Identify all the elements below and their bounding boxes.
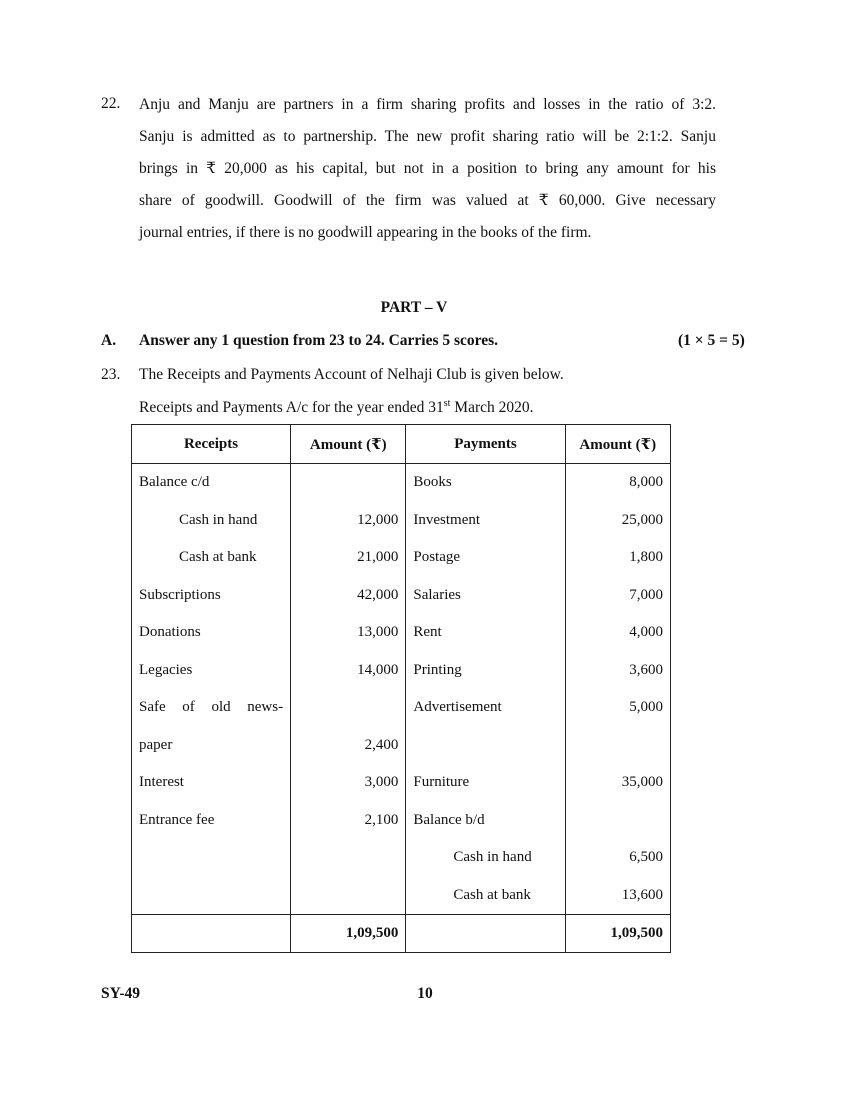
receipt-item: Safe of old news- (132, 689, 291, 727)
table-row (132, 802, 671, 840)
payment-amount: 35,000 (565, 764, 670, 802)
receipt-amount (291, 464, 406, 502)
caption-text-end: March 2020. (450, 399, 534, 417)
header-receipts: Receipts (132, 425, 291, 464)
receipt-amount: 13,000 (291, 614, 406, 652)
table-row (132, 464, 671, 502)
table-row (132, 839, 671, 877)
part-title: PART – V (380, 299, 448, 316)
payment-item: Books (406, 464, 565, 502)
total-label-cell (132, 915, 291, 953)
payment-amount: 8,000 (565, 464, 670, 502)
payment-item: Investment (406, 502, 565, 540)
paper-code: SY-49 (101, 985, 141, 1002)
receipt-amount: 2,100 (291, 802, 406, 840)
caption-text: Receipts and Payments A/c for the year ended 31 (139, 399, 444, 417)
q22-line: journal entries, if there is no goodwill appearing in the books of the firm. (139, 224, 592, 241)
receipt-item: Cash in hand (132, 502, 291, 540)
q22-line: Sanju is admitted as to partnership. The new profit sharing ratio will be 2:1:2. Sanju (139, 128, 716, 145)
receipt-item (132, 839, 291, 877)
receipt-item (132, 877, 291, 915)
question-22-number: 22. (101, 95, 121, 112)
payment-item: Cash at bank (406, 877, 565, 915)
table-row (132, 652, 671, 690)
table-row (132, 727, 671, 765)
question-22-text (139, 89, 716, 249)
payment-item: Furniture (406, 764, 565, 802)
payment-item: Rent (406, 614, 565, 652)
header-payments: Payments (406, 425, 565, 464)
receipts-payments-table (131, 424, 671, 953)
q22-line: Anju and Manju are partners in a firm sharing profits and losses in the ratio of 3:2. (139, 96, 716, 113)
payment-amount (565, 802, 670, 840)
total-label-cell (406, 915, 565, 953)
table-row (132, 689, 671, 727)
receipt-item: Subscriptions (132, 577, 291, 615)
receipt-amount (291, 689, 406, 727)
receipt-item: Cash at bank (132, 539, 291, 577)
section-letter: A. (101, 332, 117, 349)
total-payments: 1,09,500 (565, 915, 670, 953)
payment-item: Salaries (406, 577, 565, 615)
receipt-amount (291, 839, 406, 877)
table-caption (139, 398, 534, 417)
payment-item: Printing (406, 652, 565, 690)
receipt-amount: 3,000 (291, 764, 406, 802)
q22-line: share of goodwill. Goodwill of the firm was valued at ₹ 60,000. Give necessary (139, 192, 716, 209)
payment-item: Postage (406, 539, 565, 577)
receipt-item: Interest (132, 764, 291, 802)
payment-amount: 1,800 (565, 539, 670, 577)
header-payments-amount: Amount (₹) (565, 425, 670, 464)
payment-item: Cash in hand (406, 839, 565, 877)
payment-amount: 13,600 (565, 877, 670, 915)
table-row (132, 614, 671, 652)
q22-line: brings in ₹ 20,000 as his capital, but not in a position to bring any amount for his (139, 160, 716, 177)
receipt-amount: 42,000 (291, 577, 406, 615)
receipt-item: Donations (132, 614, 291, 652)
caption-superscript: st (443, 398, 451, 409)
table-header-row (132, 425, 671, 464)
section-instruction: Answer any 1 question from 23 to 24. Carries 5 scores. (139, 332, 499, 349)
total-receipts: 1,09,500 (291, 915, 406, 953)
question-23-number: 23. (101, 366, 121, 383)
receipt-amount (291, 877, 406, 915)
receipt-amount: 12,000 (291, 502, 406, 540)
payment-amount: 25,000 (565, 502, 670, 540)
payment-item: Balance b/d (406, 802, 565, 840)
table-total-row (132, 915, 671, 953)
table-row (132, 502, 671, 540)
payment-item: Advertisement (406, 689, 565, 727)
receipt-amount: 2,400 (291, 727, 406, 765)
payment-amount: 7,000 (565, 577, 670, 615)
receipt-item: paper (132, 727, 291, 765)
table-row (132, 539, 671, 577)
payment-amount: 3,600 (565, 652, 670, 690)
header-receipts-amount: Amount (₹) (291, 425, 406, 464)
table-row (132, 577, 671, 615)
question-23-intro: The Receipts and Payments Account of Nelhaji Club is given below. (139, 366, 564, 383)
receipt-amount: 21,000 (291, 539, 406, 577)
receipt-item: Entrance fee (132, 802, 291, 840)
receipt-item: Balance c/d (132, 464, 291, 502)
receipt-amount: 14,000 (291, 652, 406, 690)
payment-amount (565, 727, 670, 765)
section-marks: (1 × 5 = 5) (678, 332, 745, 349)
payment-item (406, 727, 565, 765)
payment-amount: 5,000 (565, 689, 670, 727)
table-row (132, 764, 671, 802)
payment-amount: 4,000 (565, 614, 670, 652)
receipt-item: Legacies (132, 652, 291, 690)
table-row (132, 877, 671, 915)
payment-amount: 6,500 (565, 839, 670, 877)
page-number: 10 (417, 985, 433, 1002)
